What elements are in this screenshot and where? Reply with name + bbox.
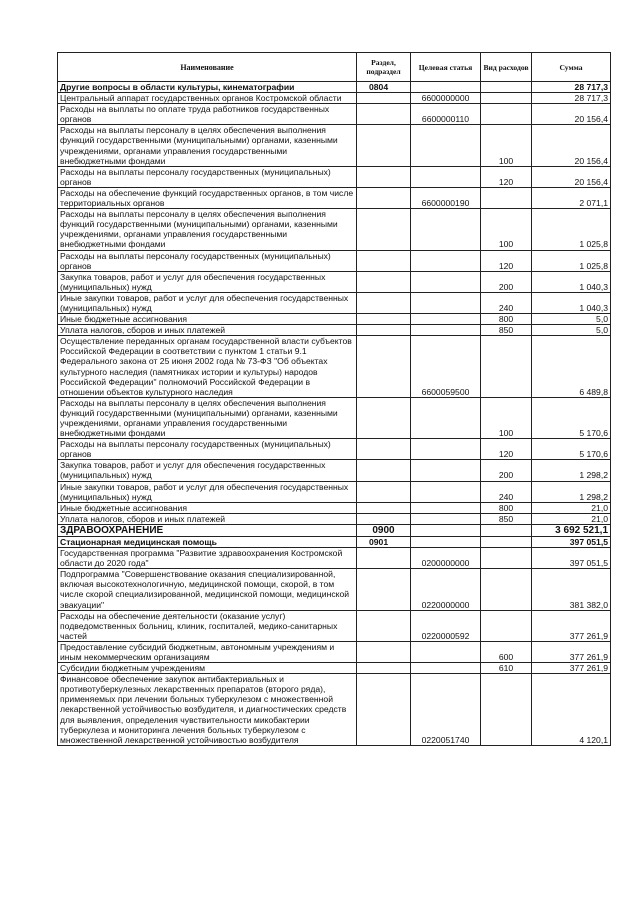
- cell-sum: 5,0: [532, 314, 611, 325]
- cell-name: Расходы на выплаты персоналу государственных (муниципальных) органов: [58, 439, 357, 460]
- cell-sum: 397 051,5: [532, 548, 611, 569]
- cell-sum: 28 717,3: [532, 82, 611, 93]
- cell-section: [357, 250, 411, 271]
- cell-section: [357, 548, 411, 569]
- table-row: [58, 325, 611, 336]
- cell-type: [481, 93, 532, 104]
- cell-sum: 1 025,8: [532, 209, 611, 250]
- cell-type: [481, 548, 532, 569]
- cell-target: 6600000110: [411, 104, 481, 125]
- cell-target: 6600059500: [411, 336, 481, 398]
- cell-type: 800: [481, 502, 532, 513]
- budget-page: [57, 52, 610, 746]
- cell-type: [481, 674, 532, 746]
- cell-name: Уплата налогов, сборов и иных платежей: [58, 325, 357, 336]
- table-row: [58, 104, 611, 125]
- cell-target: [411, 325, 481, 336]
- cell-section: [357, 314, 411, 325]
- cell-section: [357, 610, 411, 641]
- cell-section: 0901: [357, 536, 411, 547]
- table-row: [58, 569, 611, 610]
- table-row: [58, 336, 611, 398]
- cell-sum: 377 261,9: [532, 663, 611, 674]
- cell-target: 0220051740: [411, 674, 481, 746]
- table-row: [58, 481, 611, 502]
- cell-section: [357, 397, 411, 438]
- cell-type: 120: [481, 166, 532, 187]
- cell-target: [411, 641, 481, 662]
- cell-sum: 1 298,2: [532, 460, 611, 481]
- cell-target: [411, 250, 481, 271]
- table-row: [58, 524, 611, 536]
- cell-name: Осуществление переданных органам государственной власти субъектов Российской Федерации в соответствии с пунктом 1 статьи 9.1 Федерального закона от 25 июня 2002 года № 73-ФЗ "Об объектах культурного наследия (памятниках истории и культуры) народов Российской Федерации" полномочий Российской Федерации в отношении объектов культурного наследия: [58, 336, 357, 398]
- header-name: Наименование: [58, 53, 357, 82]
- cell-sum: 21,0: [532, 513, 611, 524]
- cell-sum: 5 170,6: [532, 397, 611, 438]
- cell-target: 0200000000: [411, 548, 481, 569]
- cell-type: [481, 187, 532, 208]
- cell-name: Центральный аппарат государственных органов Костромской области: [58, 93, 357, 104]
- table-row: [58, 663, 611, 674]
- cell-type: 120: [481, 250, 532, 271]
- cell-name: Иные закупки товаров, работ и услуг для обеспечения государственных (муниципальных) нужд: [58, 292, 357, 313]
- cell-name: Иные закупки товаров, работ и услуг для обеспечения государственных (муниципальных) нужд: [58, 481, 357, 502]
- cell-section: [357, 460, 411, 481]
- cell-sum: 1 298,2: [532, 481, 611, 502]
- table-row: [58, 610, 611, 641]
- cell-section: [357, 439, 411, 460]
- cell-section: [357, 674, 411, 746]
- cell-target: 0220000000: [411, 569, 481, 610]
- cell-target: [411, 209, 481, 250]
- cell-section: [357, 93, 411, 104]
- table-row: [58, 513, 611, 524]
- cell-name: Расходы на обеспечение функций государственных органов, в том числе территориальных органов: [58, 187, 357, 208]
- cell-section: [357, 187, 411, 208]
- cell-target: [411, 481, 481, 502]
- cell-name: Расходы на выплаты по оплате труда работников государственных органов: [58, 104, 357, 125]
- cell-type: 850: [481, 325, 532, 336]
- table-row: [58, 93, 611, 104]
- cell-target: [411, 439, 481, 460]
- cell-type: 100: [481, 209, 532, 250]
- table-row: [58, 271, 611, 292]
- cell-name: Стационарная медицинская помощь: [58, 536, 357, 547]
- cell-name: Закупка товаров, работ и услуг для обеспечения государственных (муниципальных) нужд: [58, 460, 357, 481]
- cell-sum: 5,0: [532, 325, 611, 336]
- cell-target: [411, 536, 481, 547]
- cell-type: 240: [481, 481, 532, 502]
- table-row: [58, 187, 611, 208]
- cell-target: 6600000190: [411, 187, 481, 208]
- cell-type: 610: [481, 663, 532, 674]
- cell-sum: 6 489,8: [532, 336, 611, 398]
- table-row: [58, 397, 611, 438]
- cell-sum: 20 156,4: [532, 125, 611, 166]
- table-row: [58, 548, 611, 569]
- cell-type: 240: [481, 292, 532, 313]
- table-row: [58, 82, 611, 93]
- cell-section: [357, 569, 411, 610]
- cell-target: [411, 314, 481, 325]
- table-row: [58, 439, 611, 460]
- cell-name: Расходы на выплаты персоналу в целях обеспечения выполнения функций государственными (муниципальными) органами, казенными учреждениями, органами управления государственными внебюджетными фондами: [58, 397, 357, 438]
- cell-name: Предоставление субсидий бюджетным, автономным учреждениям и иным некоммерческим организациям: [58, 641, 357, 662]
- cell-target: [411, 271, 481, 292]
- cell-target: [411, 513, 481, 524]
- cell-name: Иные бюджетные ассигнования: [58, 502, 357, 513]
- cell-sum: 20 156,4: [532, 104, 611, 125]
- table-row: [58, 125, 611, 166]
- cell-name: Расходы на обеспечение деятельности (оказание услуг) подведомственных больниц, клиник, госпиталей, медико-санитарных частей: [58, 610, 357, 641]
- cell-name: Расходы на выплаты персоналу в целях обеспечения выполнения функций государственными (муниципальными) органами, казенными учреждениями, органами управления государственными внебюджетными фондами: [58, 125, 357, 166]
- cell-target: [411, 82, 481, 93]
- table-row: [58, 292, 611, 313]
- cell-section: [357, 336, 411, 398]
- table-row: [58, 166, 611, 187]
- cell-section: 0804: [357, 82, 411, 93]
- cell-name: Расходы на выплаты персоналу государственных (муниципальных) органов: [58, 166, 357, 187]
- cell-type: [481, 82, 532, 93]
- cell-sum: 381 382,0: [532, 569, 611, 610]
- cell-name: Закупка товаров, работ и услуг для обеспечения государственных (муниципальных) нужд: [58, 271, 357, 292]
- cell-target: [411, 663, 481, 674]
- cell-type: [481, 524, 532, 536]
- cell-section: [357, 641, 411, 662]
- cell-name: Субсидии бюджетным учреждениям: [58, 663, 357, 674]
- cell-type: 100: [481, 397, 532, 438]
- cell-name: ЗДРАВООХРАНЕНИЕ: [58, 524, 357, 536]
- cell-type: 800: [481, 314, 532, 325]
- header-target: Целевая статья: [411, 53, 481, 82]
- cell-type: [481, 536, 532, 547]
- cell-name: Другие вопросы в области культуры, кинематографии: [58, 82, 357, 93]
- cell-section: 0900: [357, 524, 411, 536]
- cell-section: [357, 292, 411, 313]
- cell-type: 600: [481, 641, 532, 662]
- cell-section: [357, 513, 411, 524]
- header-sum: Сумма: [532, 53, 611, 82]
- cell-target: [411, 397, 481, 438]
- cell-sum: 1 025,8: [532, 250, 611, 271]
- table-row: [58, 250, 611, 271]
- cell-sum: 4 120,1: [532, 674, 611, 746]
- table-row: [58, 674, 611, 746]
- header-type: Вид расходов: [481, 53, 532, 82]
- cell-type: [481, 569, 532, 610]
- cell-type: [481, 610, 532, 641]
- cell-section: [357, 209, 411, 250]
- table-row: [58, 314, 611, 325]
- cell-sum: 1 040,3: [532, 271, 611, 292]
- cell-name: Государственная программа "Развитие здравоохранения Костромской области до 2020 года": [58, 548, 357, 569]
- cell-section: [357, 502, 411, 513]
- cell-type: [481, 336, 532, 398]
- table-row: [58, 460, 611, 481]
- cell-type: 120: [481, 439, 532, 460]
- cell-sum: 377 261,9: [532, 641, 611, 662]
- cell-sum: 377 261,9: [532, 610, 611, 641]
- cell-target: [411, 125, 481, 166]
- cell-name: Расходы на выплаты персоналу в целях обеспечения выполнения функций государственными (муниципальными) органами, казенными учреждениями, органами управления государственными внебюджетными фондами: [58, 209, 357, 250]
- cell-sum: 20 156,4: [532, 166, 611, 187]
- header-section: Раздел, подраздел: [357, 53, 411, 82]
- cell-section: [357, 325, 411, 336]
- cell-name: Иные бюджетные ассигнования: [58, 314, 357, 325]
- table-row: [58, 502, 611, 513]
- cell-name: Финансовое обеспечение закупок антибактериальных и противотуберкулезных лекарственных препаратов (второго ряда), применяемых при лечении больных туберкулезом с множественной лекарственной устойчивостью возбудителя, и диагностических средств для выявления, определения чувствительности микобактерии туберкулеза и мониторинга лечения больных туберкулезом с множественной лекарственной устойчивостью возбудителя: [58, 674, 357, 746]
- cell-type: 850: [481, 513, 532, 524]
- cell-name: Уплата налогов, сборов и иных платежей: [58, 513, 357, 524]
- table-body: [58, 82, 611, 746]
- cell-sum: 21,0: [532, 502, 611, 513]
- cell-section: [357, 663, 411, 674]
- cell-type: [481, 104, 532, 125]
- budget-table: [57, 52, 611, 746]
- cell-type: 200: [481, 271, 532, 292]
- cell-section: [357, 481, 411, 502]
- table-row: [58, 641, 611, 662]
- cell-sum: 5 170,6: [532, 439, 611, 460]
- table-row: [58, 536, 611, 547]
- cell-target: [411, 166, 481, 187]
- cell-section: [357, 271, 411, 292]
- table-header-row: [58, 53, 611, 82]
- cell-name: Подпрограмма "Совершенствование оказания специализированной, включая высокотехнологичную, медицинской помощи, скорой, в том числе скорой специализированной, медицинской помощи, медицинской эвакуации": [58, 569, 357, 610]
- cell-type: 100: [481, 125, 532, 166]
- cell-target: [411, 292, 481, 313]
- cell-target: 0220000592: [411, 610, 481, 641]
- cell-name: Расходы на выплаты персоналу государственных (муниципальных) органов: [58, 250, 357, 271]
- table-row: [58, 209, 611, 250]
- cell-sum: 28 717,3: [532, 93, 611, 104]
- cell-sum: 1 040,3: [532, 292, 611, 313]
- cell-sum: 397 051,5: [532, 536, 611, 547]
- cell-target: [411, 524, 481, 536]
- cell-target: [411, 502, 481, 513]
- cell-target: [411, 460, 481, 481]
- cell-section: [357, 166, 411, 187]
- cell-sum: 3 692 521,1: [532, 524, 611, 536]
- cell-type: 200: [481, 460, 532, 481]
- cell-section: [357, 104, 411, 125]
- cell-section: [357, 125, 411, 166]
- cell-target: 6600000000: [411, 93, 481, 104]
- cell-sum: 2 071,1: [532, 187, 611, 208]
